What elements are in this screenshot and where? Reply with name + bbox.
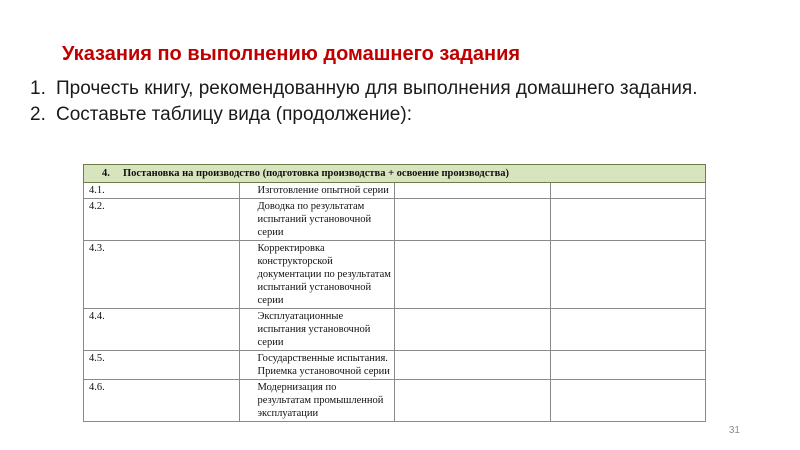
row-number: 4.4.	[84, 309, 240, 351]
empty-cell	[550, 380, 706, 422]
empty-cell	[550, 183, 706, 199]
list-item-text: Составьте таблицу вида (продолжение):	[56, 104, 412, 125]
row-number: 4.3.	[84, 241, 240, 309]
table-header-cell	[84, 165, 706, 183]
row-name: Государственные испытания. Приемка установочной серии	[239, 351, 395, 380]
empty-cell	[395, 199, 551, 241]
slide-heading: Указания по выполнению домашнего задания	[62, 43, 521, 65]
row-name: Доводка по результатам испытаний установочной серии	[239, 199, 395, 241]
row-number: 4.2.	[84, 199, 240, 241]
empty-cell	[395, 380, 551, 422]
header-title: Постановка на производство (подготовка производства + освоение производства)	[123, 168, 509, 179]
stages-table	[83, 164, 706, 422]
row-name: Изготовление опытной серии	[239, 183, 395, 199]
empty-cell	[550, 241, 706, 309]
list-item	[30, 76, 770, 102]
list-item	[30, 102, 770, 128]
table-header-row	[84, 165, 706, 183]
empty-cell	[550, 309, 706, 351]
row-number: 4.6.	[84, 380, 240, 422]
stages-table-container	[83, 164, 706, 422]
row-name: Эксплуатационные испытания установочной серии	[239, 309, 395, 351]
table-row	[84, 183, 706, 199]
empty-cell	[395, 309, 551, 351]
empty-cell	[395, 241, 551, 309]
table-row	[84, 199, 706, 241]
instructions-list	[30, 76, 770, 128]
row-number: 4.5.	[84, 351, 240, 380]
row-name: Модернизация по результатам промышленной эксплуатации	[239, 380, 395, 422]
page-number: 31	[728, 425, 740, 436]
empty-cell	[550, 351, 706, 380]
row-number: 4.1.	[84, 183, 240, 199]
table-row	[84, 241, 706, 309]
row-name: Корректировка конструкторской документации по результатам испытаний установочной серии	[239, 241, 395, 309]
list-item-text: Прочесть книгу, рекомендованную для выполнения домашнего задания.	[56, 78, 698, 99]
list-item-number: 2.	[30, 104, 46, 125]
empty-cell	[395, 351, 551, 380]
header-number: 4.	[102, 168, 110, 179]
list-item-number: 1.	[30, 78, 46, 99]
table-row	[84, 309, 706, 351]
table-row	[84, 380, 706, 422]
empty-cell	[395, 183, 551, 199]
empty-cell	[550, 199, 706, 241]
table-row	[84, 351, 706, 380]
